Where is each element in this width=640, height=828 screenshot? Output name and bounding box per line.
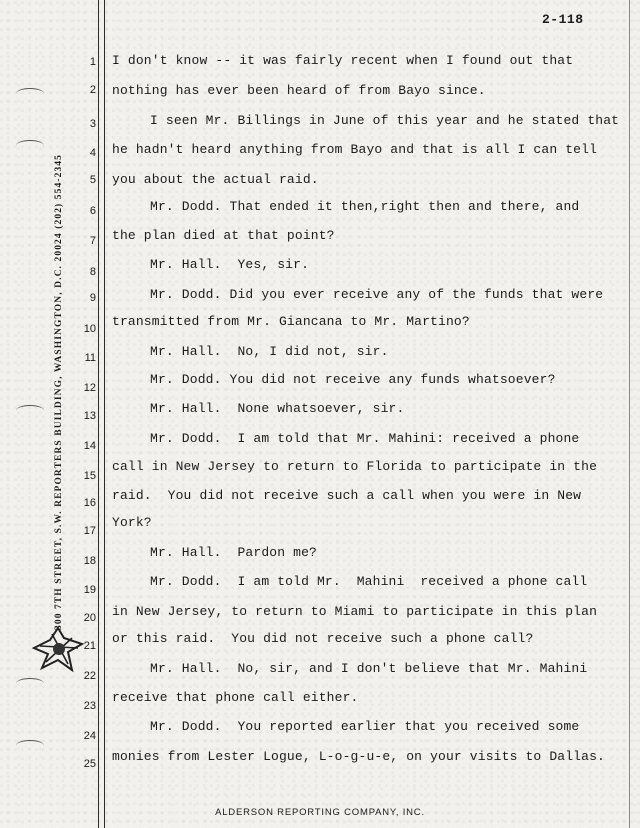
transcript-line: call in New Jersey to return to Florida to participate in the: [112, 459, 598, 474]
page-number: 2-118: [542, 12, 584, 27]
transcript-line: he hadn't heard anything from Bayo and that is all I can tell: [112, 142, 598, 157]
line-number: 17: [83, 525, 96, 537]
line-number: 12: [83, 382, 96, 394]
line-number: 1: [89, 56, 96, 68]
binder-hole-mark: [16, 740, 44, 751]
line-number: 3: [89, 118, 96, 130]
transcript-line: Mr. Hall. No, sir, and I don't believe that Mr. Mahini: [150, 661, 588, 676]
reporting-company-footer: ALDERSON REPORTING COMPANY, INC.: [215, 807, 425, 818]
transcript-line: monies from Lester Logue, L-o-g-u-e, on your visits to Dallas.: [112, 749, 605, 764]
transcript-line: Mr. Dodd. You reported earlier that you received some: [150, 719, 580, 734]
transcript-line: Mr. Dodd. Did you ever receive any of the funds that were: [150, 287, 604, 302]
transcript-line: raid. You did not receive such a call when you were in New: [112, 488, 582, 503]
transcript-line: nothing has ever been heard of from Bayo since.: [112, 83, 486, 98]
line-number: 7: [89, 235, 96, 247]
line-number: 22: [83, 670, 96, 682]
line-number: 5: [89, 174, 96, 186]
transcript-line: the plan died at that point?: [112, 228, 335, 243]
line-number: 23: [83, 700, 96, 712]
transcript-line: I don't know -- it was fairly recent when I found out that: [112, 53, 574, 68]
transcript-line: transmitted from Mr. Giancana to Mr. Martino?: [112, 314, 470, 329]
transcript-line: Mr. Hall. None whatsoever, sir.: [150, 401, 405, 416]
transcript-line: receive that phone call either.: [112, 690, 359, 705]
binder-hole-mark: [16, 405, 44, 416]
left-margin-rule-inner: [104, 0, 105, 828]
line-number: 25: [83, 758, 96, 770]
transcript-line: or this raid. You did not receive such a phone call?: [112, 631, 534, 646]
line-number: 9: [89, 292, 96, 304]
line-number: 18: [83, 555, 96, 567]
transcript-line: York?: [112, 515, 152, 530]
transcript-line: Mr. Dodd. I am told that Mr. Mahini: received a phone: [150, 431, 580, 446]
reporter-address-margin: 300 7TH STREET, S.W. REPORTERS BUILDING, WASHINGTON, D.C. 20024 (202) 554-2345: [54, 154, 64, 630]
line-number: 2: [89, 84, 96, 96]
line-number: 14: [83, 440, 96, 452]
line-number: 8: [89, 266, 96, 278]
transcript-line: in New Jersey, to return to Miami to participate in this plan: [112, 604, 598, 619]
transcript-line: you about the actual raid.: [112, 172, 319, 187]
line-number: 10: [83, 323, 96, 335]
line-number: 16: [83, 497, 96, 509]
left-margin-rule: [98, 0, 99, 828]
binder-hole-mark: [16, 140, 44, 151]
transcript-line: Mr. Hall. No, I did not, sir.: [150, 344, 389, 359]
line-number: 6: [89, 205, 96, 217]
line-number: 19: [83, 584, 96, 596]
transcript-line: Mr. Dodd. That ended it then,right then and there, and: [150, 199, 580, 214]
line-number: 24: [83, 730, 96, 742]
line-number: 20: [83, 612, 96, 624]
transcript-line: Mr. Hall. Yes, sir.: [150, 257, 310, 272]
transcript-line: Mr. Dodd. I am told Mr. Mahini received a phone call: [150, 574, 588, 589]
line-number: 13: [83, 410, 96, 422]
right-margin-rule: [629, 0, 630, 828]
transcript-line: Mr. Dodd. You did not receive any funds whatsoever?: [150, 372, 556, 387]
line-number: 4: [89, 147, 96, 159]
transcript-line: I seen Mr. Billings in June of this year and he stated that: [150, 113, 620, 128]
line-number: 15: [83, 470, 96, 482]
line-number: 11: [84, 352, 96, 364]
transcript-line: Mr. Hall. Pardon me?: [150, 545, 317, 560]
line-number: 21: [83, 640, 96, 652]
binder-hole-mark: [16, 88, 44, 99]
